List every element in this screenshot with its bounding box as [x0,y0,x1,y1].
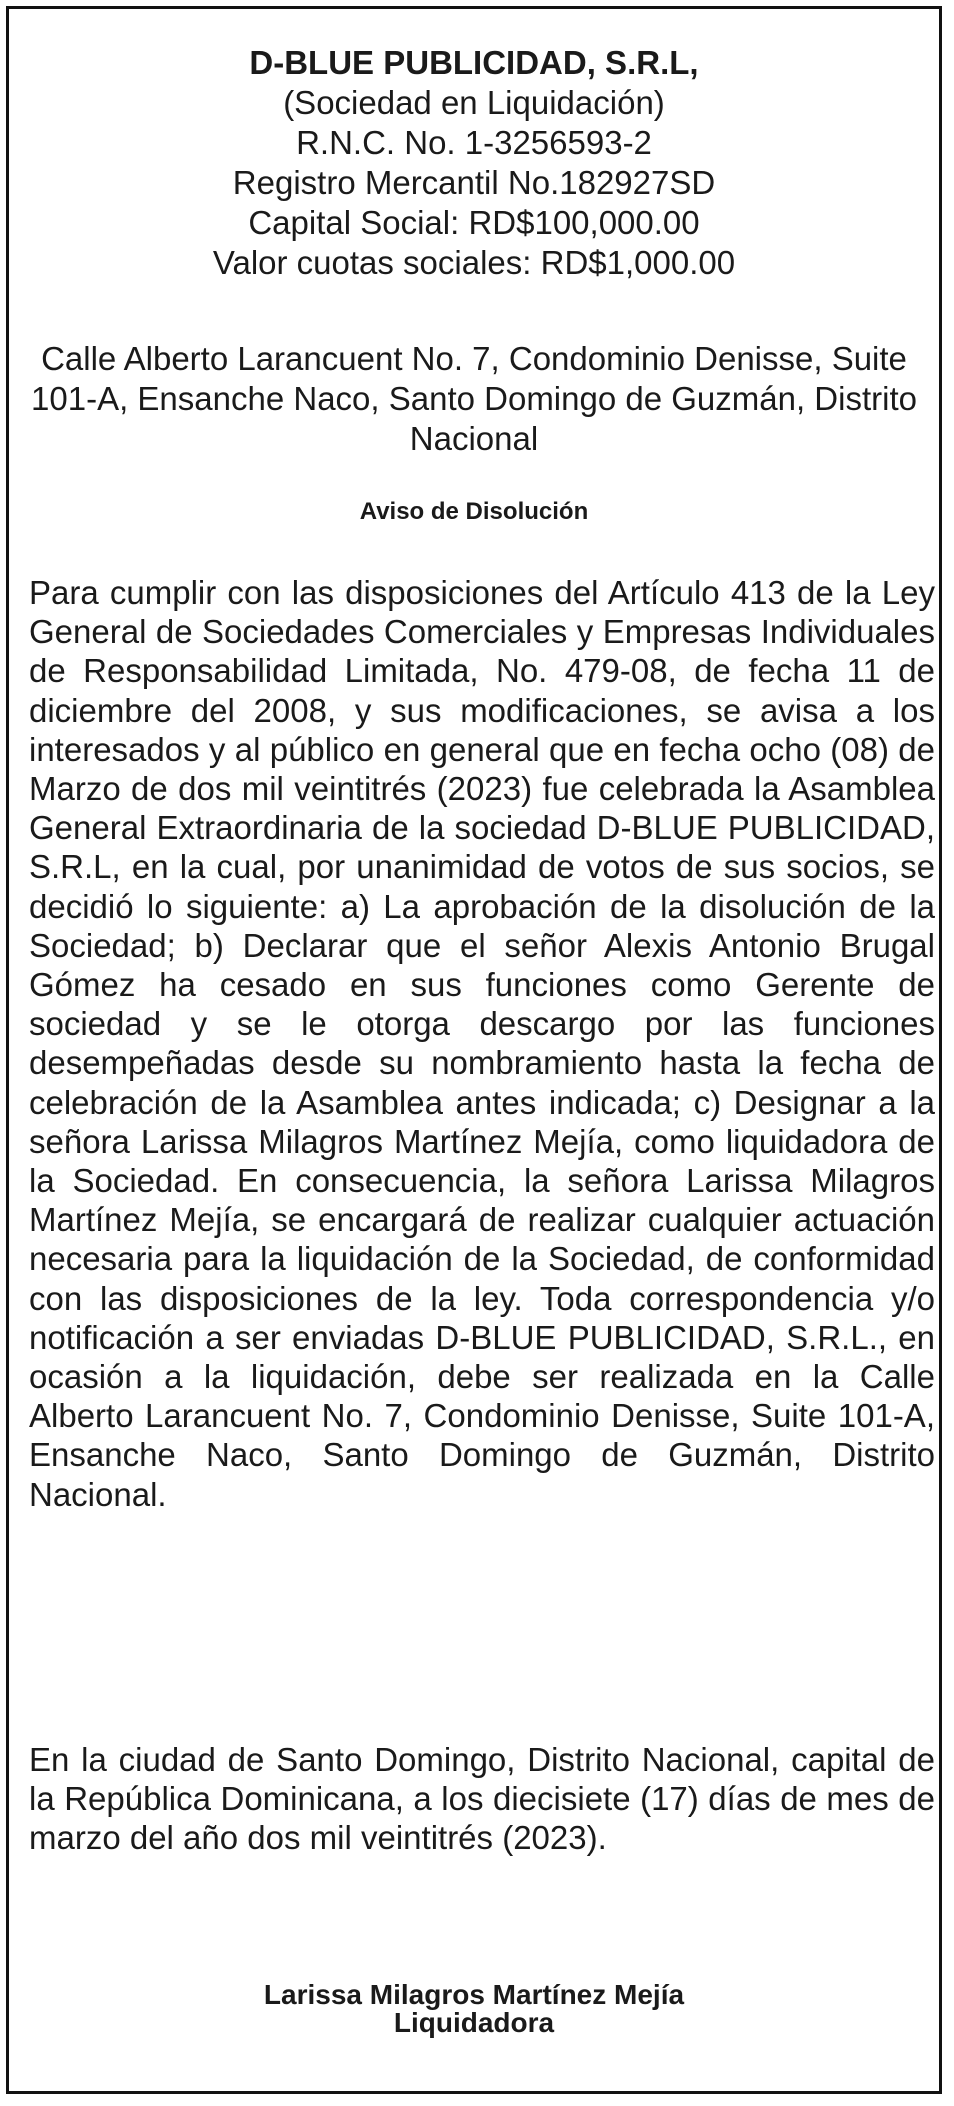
notice-body: Para cumplir con las disposiciones del Artículo 413 de la Ley General de Sociedades Comerciales y Empresas Individuales de Responsabilidad Limitada, No. 479-08, de fecha 11 de diciembre del 2008, y sus modificaciones, se avisa a los interesados y al público en general que en fecha ocho (08) de Marzo de dos mil veintitrés (2023) fue celebrada la Asamblea General Extraordinaria de la sociedad D-BLUE PUBLICIDAD, S.R.L, en la cual, por unanimidad de votos de sus socios, se decidió lo siguiente: a) La aprobación de la disolución de la Sociedad; b) Declarar que el señor Alexis Antonio Brugal Gómez ha cesado en sus funciones como Gerente de sociedad y se le otorga descargo por las funciones desempeñadas desde su nombramiento hasta la fecha de celebración de la Asamblea antes indicada; c) Designar a la señora Larissa Milagros Martínez Mejía, como liquidadora de la Sociedad. En consecuencia, la señora Larissa Milagros Martínez Mejía, se encargará de realizar cualquier actuación necesaria para la liquidación de la Sociedad, de conformidad con las disposiciones de la ley. Toda correspondencia y/o notificación a ser enviadas D-BLUE PUBLICIDAD, S.R.L., en ocasión a la liquidación, debe ser realizada en la Calle Alberto Larancuent No. 7, Condominio Denisse, Suite 101-A, Ensanche Naco, Santo Domingo de Guzmán, Distrito Nacional. [29,574,935,1513]
signatory-role: Liquidadora [393,2007,555,2038]
notice-title: Aviso de Disolución [359,498,589,525]
share-value: Valor cuotas sociales: RD$1,000.00 [212,244,736,281]
rnc-number: R.N.C. No. 1-3256593-2 [296,124,652,161]
company-header [9,43,939,283]
company-address: Calle Alberto Larancuent No. 7, Condominio Denisse, Suite 101-A, Ensanche Naco, Santo Domingo de Guzmán, Distrito Nacional [31,340,917,457]
notice-closing: En la ciudad de Santo Domingo, Distrito Nacional, capital de la República Dominicana, a los diecisiete (17) días de mes de marzo del año dos mil veintitrés (2023). [29,1741,935,1857]
signature-block [9,1981,939,2037]
company-name: D-BLUE PUBLICIDAD, S.R.L, [249,44,699,81]
signatory-name: Larissa Milagros Martínez Mejía [263,1979,685,2010]
mercantile-registry: Registro Mercantil No.182927SD [232,164,716,201]
social-capital: Capital Social: RD$100,000.00 [248,204,700,241]
company-status: (Sociedad en Liquidación) [283,84,665,121]
notice-frame [6,6,942,2094]
